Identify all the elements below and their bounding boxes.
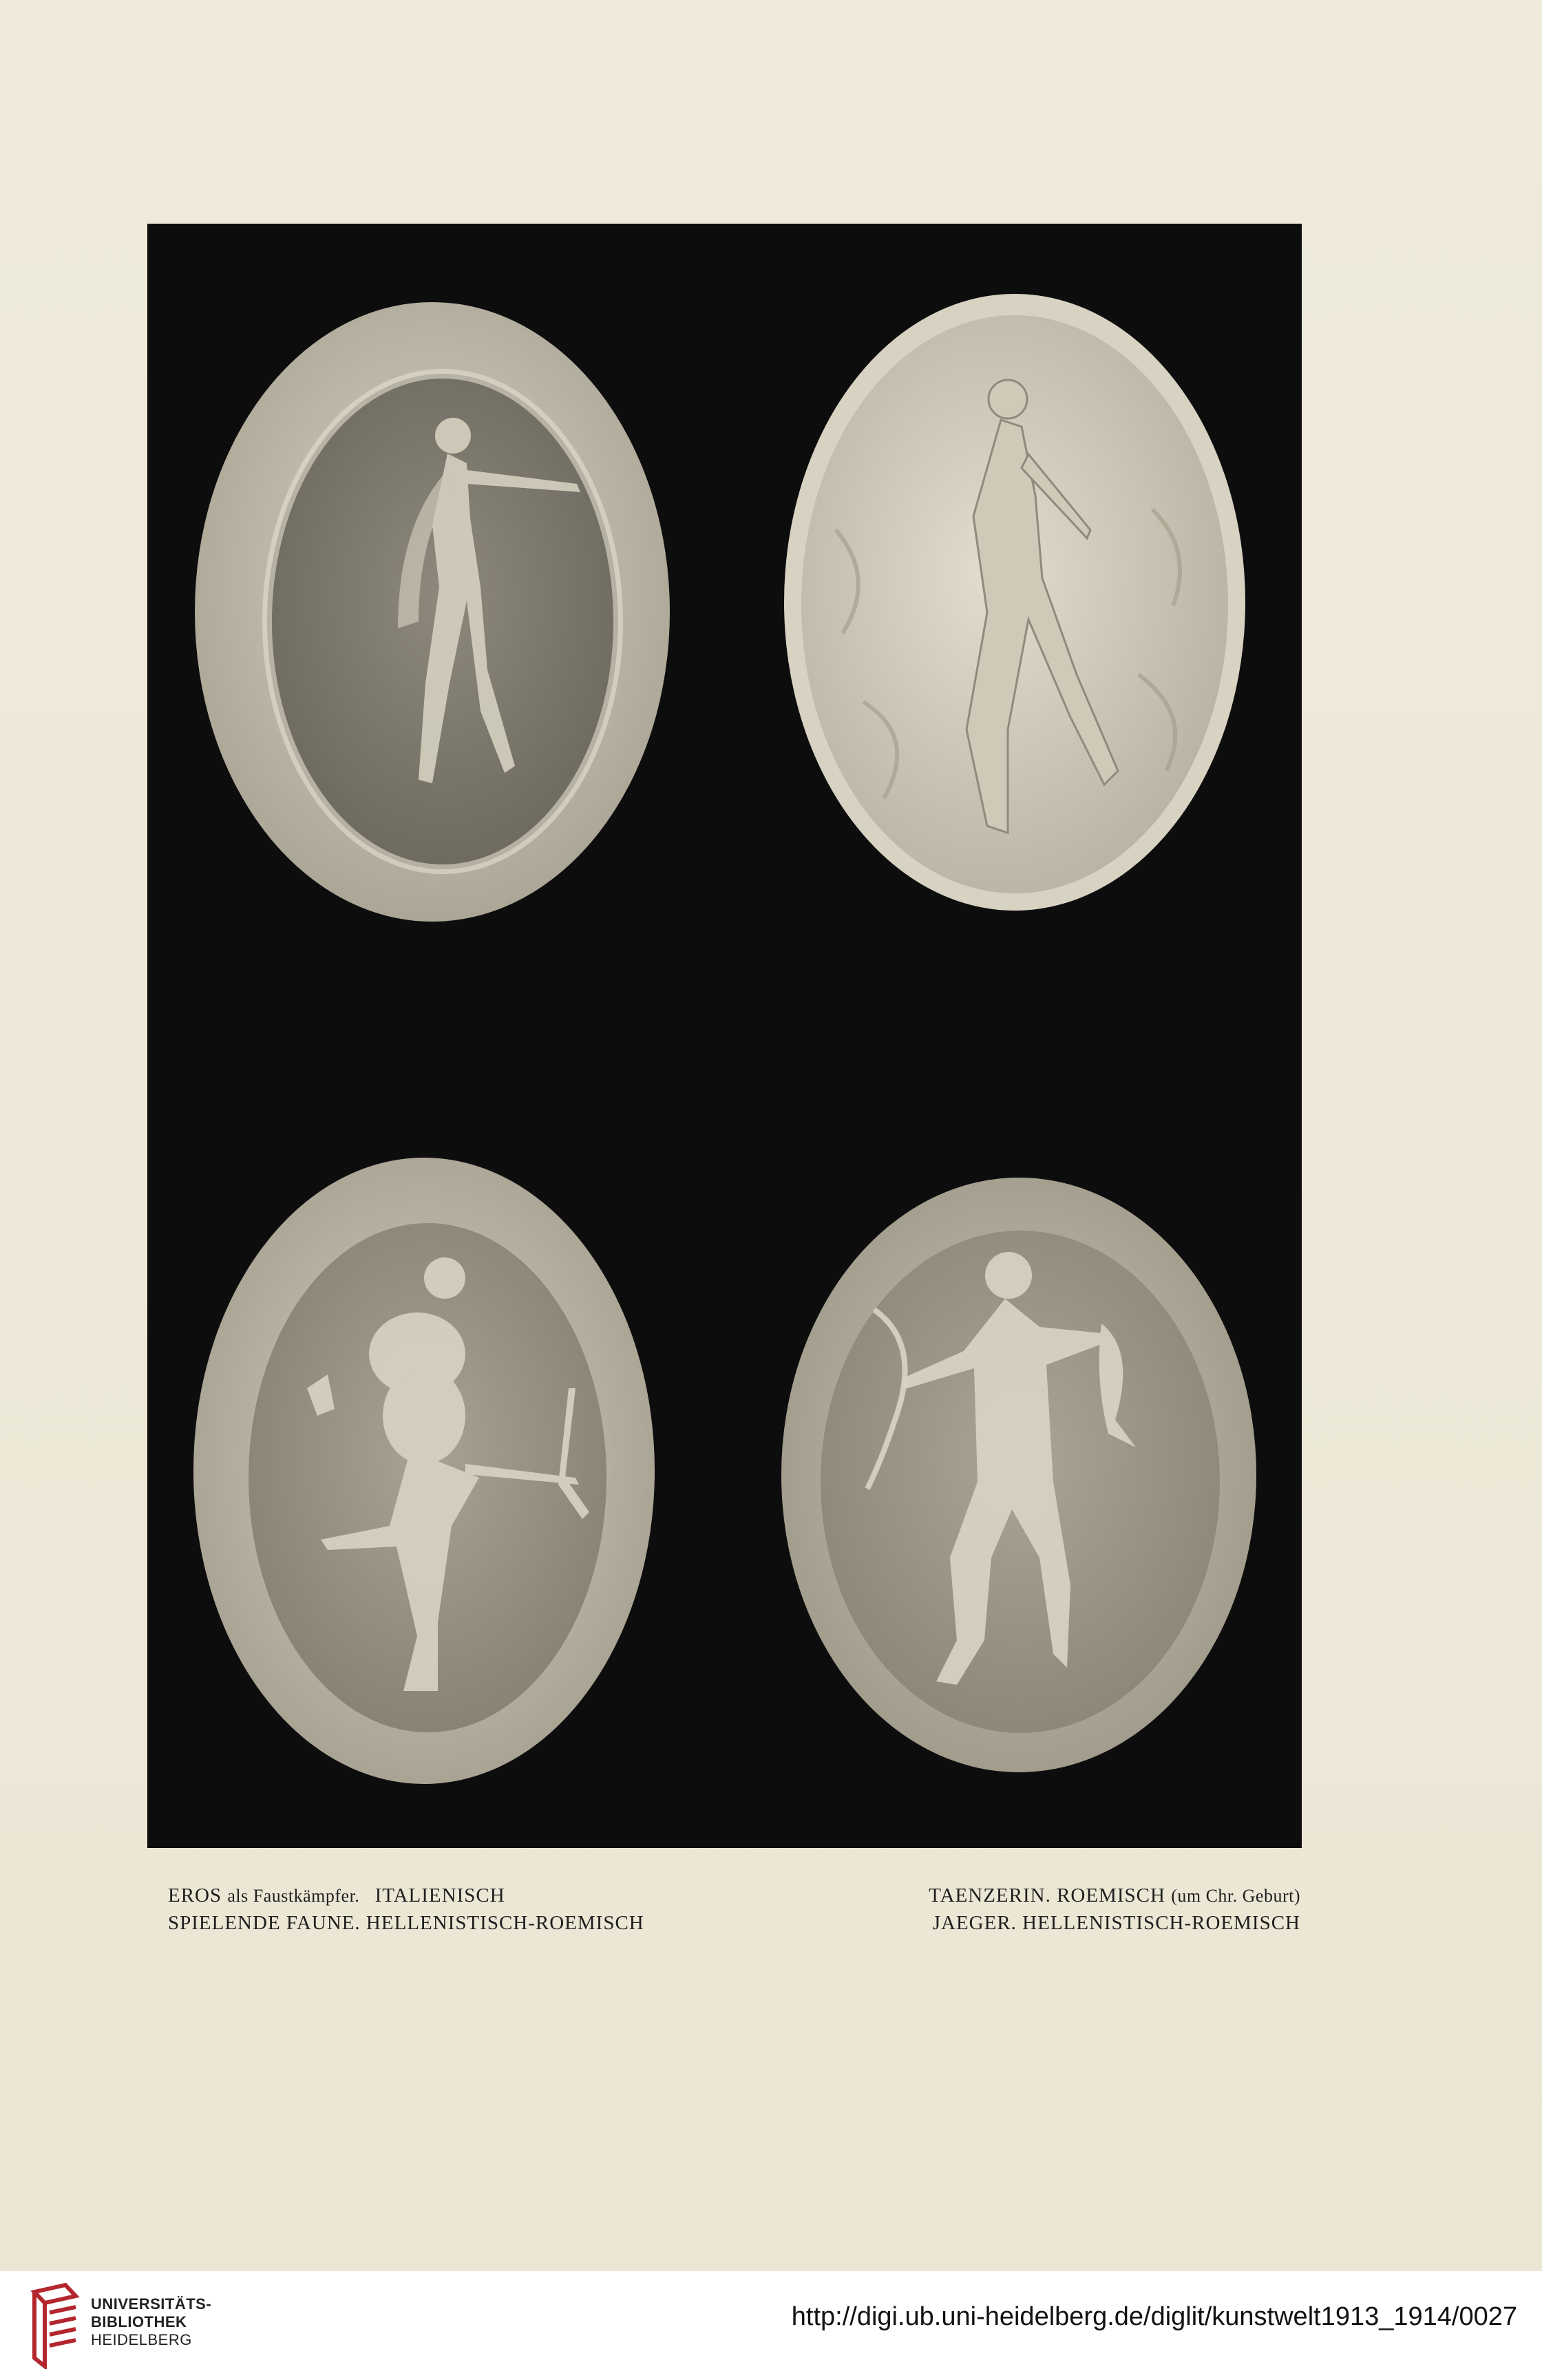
source-url-link[interactable]: http://digi.ub.uni-heidelberg.de/diglit/kunstwelt1913_1914/0027 [791, 2302, 1517, 2331]
caption-left-line1 [168, 1883, 505, 1909]
caption-eros-subtitle: als Faustkämpfer. [227, 1886, 360, 1906]
caption-eros-origin: ITALIENISCH [374, 1884, 505, 1906]
photo-plate [147, 224, 1302, 1848]
library-name [91, 2295, 211, 2349]
caption-right-line1 [929, 1883, 1300, 1909]
caption-taenzerin-title: TAENZERIN. ROEMISCH [929, 1884, 1165, 1906]
library-name-line1: UNIVERSITÄTS- [91, 2295, 212, 2313]
caption-eros-title: EROS [168, 1884, 222, 1906]
caption-left-line2: SPIELENDE FAUNE. HELLENISTISCH-ROEMISCH [168, 1912, 644, 1934]
gem-eros [191, 298, 673, 926]
library-name-line3: HEIDELBERG [91, 2331, 192, 2348]
caption-taenzerin-date: (um Chr. Geburt) [1171, 1886, 1300, 1906]
caption-right-line2: JAEGER. HELLENISTISCH-ROEMISCH [932, 1912, 1300, 1934]
gem-taenzerin [781, 289, 1249, 915]
library-name-line2: BIBLIOTHEK [91, 2313, 187, 2330]
gem-spielende-faune [190, 1154, 658, 1787]
library-logo-icon [28, 2282, 83, 2369]
gem-jaeger [778, 1172, 1260, 1778]
